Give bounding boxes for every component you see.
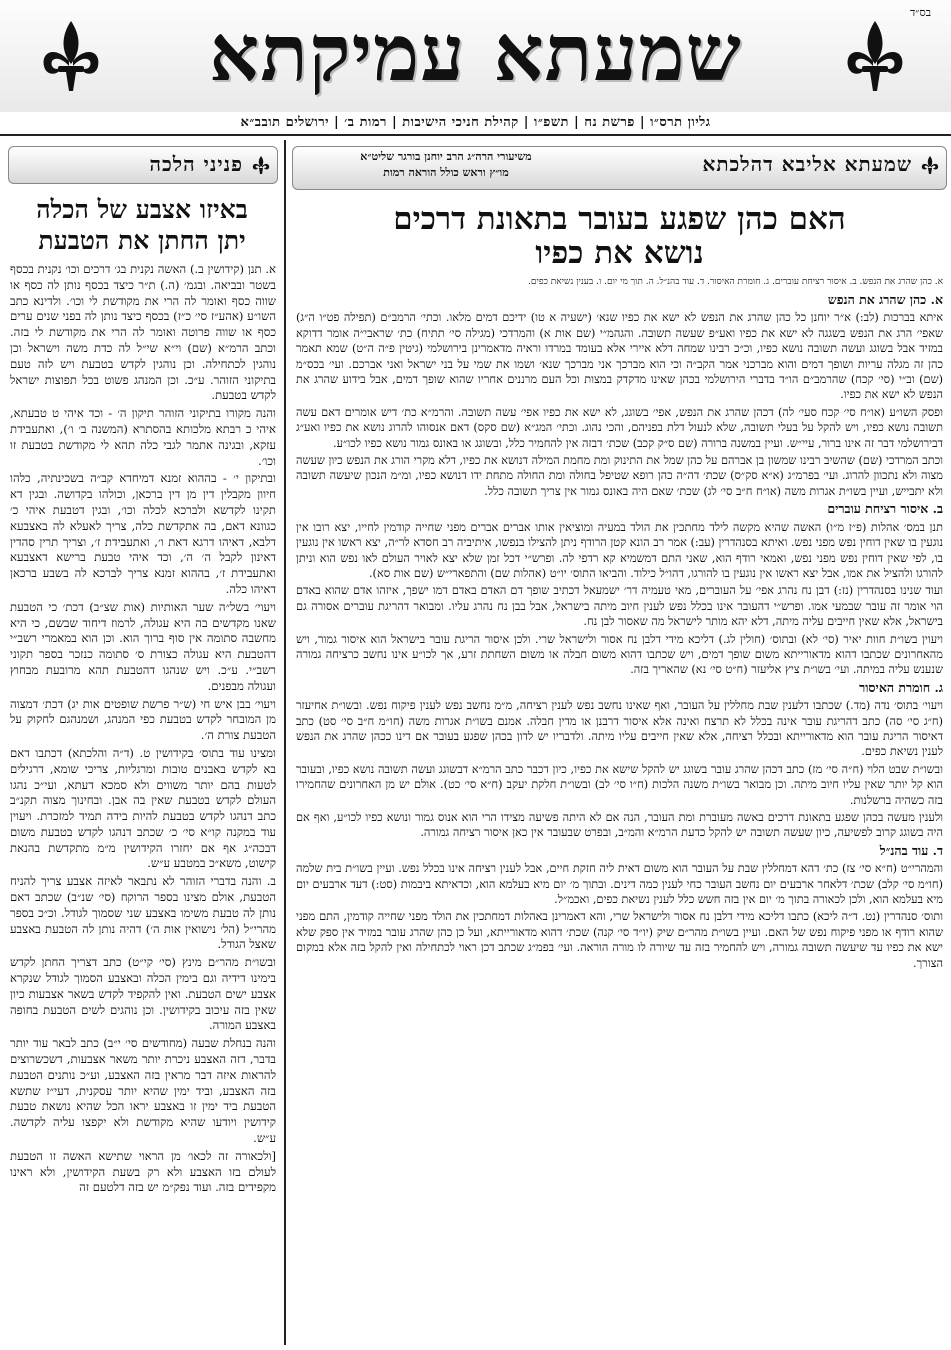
paragraph: ומצינו עוד בתוס׳ בקידושין ט. (ד״ה והלכתא) דכתבו דאם בא לקדש באבנים טובות ומרגליות, צריכי שומא, דרגילים לטעות בהם יותר משווים ולא סמכא דעתא, ועי״כ נהגו העולם לקדש בטבעת שאין בה אבן. ובחינוך מצוה תקנ״ב כתב דנהגו לקדש בטבעת להיות בידה תמיד למזכרת. ויעוין עוד במקנה קו״א סי׳ כ׳ שכתב דנהגו לקדש בטבעת משום דבכה״ג אף אם יחזרו הקידושין מ״מ מתקדשת בהנאת קישוט, משא״כ במטבע ע״ש. xyxy=(10,745,276,871)
paragraph: והמהרי״ט (ח״א סי׳ צז) כת׳ דהא דמחללין שבת על העובר הוא משום דאית ליה חזקת חיים, אבל לענין רציחה אינו בכלל נפש. ועיין בשו״ת בית שלמה (חו״מ סי׳ קלב) שכת׳ דלאחר ארבעים יום נחשב העובר כחי לענין כמה דינים. ובתוך מ׳ יום מיא בעלמא הוא, וכדאיתא ביבמות (סט:) דעד ארבעים יום מיא בעלמא הוא, ולכן לכאורה בתוך מ׳ יום אין בזה חשש כלל לענין נשיאת כפים, ואכמ״ל. xyxy=(296,862,943,907)
paragraph: ויעוי׳ בבן איש חי (ש״ר פרשת שופטים אות יג) דכת׳ דמצוה מן המובחר לקדש בטבעת כפי המנהג, ושמנהגם לחקוק על הטבעת צורת ה׳. xyxy=(10,696,276,743)
paragraph: והנה בנחלת שבעה (מחודשים סי׳ י״ב) כתב לבאר עוד יותר בדבר, דזה האצבע ניכרת יותר משאר אצבעות, דשכשרוצים להראות איזה דבר מראין בזה האצבע, וע״כ נותנים הטבעת בזה האצבע, וביד ימין שהיא יותר עסקנית, דעי״ז שתשא הטבעת ביד ימין זו באצבע יראו הכל שהיא נושאת טבעת קידושין ויודעו שהיא מקודשת ולא יקפצו עליה לקדשה. ע״ש. xyxy=(10,1036,276,1146)
section-subtitle-line: מו״ץ וראש כולל הוראה רמות xyxy=(383,166,509,179)
article-title-line: האם כהן שפגע בעובר בתאונת דרכים xyxy=(393,201,846,237)
paragraph: [ולכאורה זה לכאו׳ מן הראוי שתישא האשה זו הטבעת לעולם בזו האצבע ולא רק בשעת הקידושין, ולא ראינו מקפידים בזה. ועוד נפק״מ יש בזה דלטעם זה xyxy=(10,1148,276,1195)
masthead xyxy=(0,0,951,113)
section-title: שמעתא אליבא דהלכתא xyxy=(702,152,912,176)
section-heading: ד. עוד בהנ״ל xyxy=(879,842,943,858)
paragraph: איתא בברכות (לב:) א״ר יוחנן כל כהן שהרג את הנפש לא ישא את כפיו שנא׳ (ישעיה א טו) ידיכם דמים מלאו. וכתי׳ הרמב״ם (תפילה פט״ו ה״ג) שאפי׳ הרג את הנפש בשגגה לא ישא את כפיו ואע״פ שעשה תשובה. והגהמ״י (שם אות א) והמרדכי (מגילה סי׳ תתיח) כת׳ שראבי״ה אומר דדוקא במזיד אבל בשוגג ועשה תשובה נושא כפיו, וכ״כ רבינו שמחה דלא איירי אלא בעומד במרדו וראיה מדאמרינן בירושלמי (גיטין פ״ה ה״ט) שמא תאמר כהן זה מגלה עריות ושופך דמים והוא מברכני אמר הקב״ה וכי הוא מברכך אני מברכך שנא׳ ושמו את שמי על בני ישראל ואני אברכם. ועי׳ בכס״מ (שם) וב״י (סי׳ קכח) שהרמב״ם הו״ד בדברי הירושלמי בכהן שאינו מדקדק במצות וכל העם מרננים אחריו שהוא שופך דמים, אבל בידוע שהרג את הנפש לא ישא את כפיו. xyxy=(296,311,943,402)
article-title-line: באיזו אצבע של הכלה xyxy=(36,195,248,224)
fleur-de-lis-icon xyxy=(251,155,271,175)
paragraph: ויעוין בשו״ת חוות יאיר (סי׳ לא) ובתוס׳ (חולין לג.) דליכא מידי דלבן נח אסור ולישראל שרי. ולכן איסור הריגת עובר בישראל הוא איסור גמור, ויש מהאחרונים שכתבו דהוא מדאורייתא משום שופך דמים, ויש שכתבו דהוא משום חבלה או משום השחתת זרע, אך לכו״ע אינו נחשב כרציחה גמורה שנענש עליה במיתה. ועי׳ בשו״ת ציץ אליעזר (ח״ט סי׳ נא) שהאריך בזה. xyxy=(296,632,943,677)
paragraph: ותוס׳ סנהדרין (נט. ד״ה ליכא) כתבו דליכא מידי דלבן נח אסור ולישראל שרי, והא דאמרינן באהלות דמחתכין את הולד מפני שחייה קודמין, התם מפני שהוא רודף או מפני פיקוח נפש של האם. ועיין בשו״ת מהר״ם שיק (יו״ד סי׳ קנה) שכת׳ דהוא מדאורייתא, ועל כן כהן שהרג עובר במזיד אין ספק שלא ישא את כפיו עד שיעשה תשובה גמורה, ויש להחמיר בזה עד שיורה לו מורה הוראה. ועי׳ בפמ״ג שכתב דכן ראוי לכתחילה ואין להקל בזה אלא במקום הצורך. xyxy=(296,910,943,970)
article-title xyxy=(6,194,278,256)
main-section-header xyxy=(292,146,947,190)
paragraph: תנן במס׳ אהלות (פ״ז מ״ו) האשה שהיא מקשה לילד מחתכין את הולד במעיה ומוציאין אותו אברים אברים מפני שחייה קודמין לחייו, יצא רובו אין נוגעין בו שאין דוחין נפש מפני נפש. ואיתא בסנהדרין (עב:) אמר רב הונא קטן הרודף ניתן להצילו בנפשו, איתיביה רב חסדא לר״ה, יצא ראשו אין נוגעין בו, לפי שאין דוחין נפש מפני נפש, ואמאי רודף הוא, שאני התם דמשמיא קא רדפי לה. ופרש״י דכל זמן שלא יצא לאויר העולם לאו נפש הוא וניתן להורגו ולהציל את אמו, אבל יצא ראשו אין נוגעין בו להורגו, דהו״ל כילוד. והביאו התוס׳ יו״ט (אהלות שם) והתפארי״ש (שם אות סא). xyxy=(296,520,943,580)
paragraph: ובשו״ת מהר״ם מינץ (סי׳ קי״ט) כתב דצריך החתן לקדש בימינו דידיה וגם בימין הכלה ובאצבע הסמוך לגודל שנקרא אצבע ישים הטבעת. ואין להקפיד לקדש בשאר אצבעות כיון שאין בזה עיכוב בקידושין. וכן נוהגים לשים הטבעת בחופה באצבע המורה. xyxy=(10,955,276,1033)
paragraph: והנה מקורו בתיקוני הזוהר תיקון ה׳ - וכד איהי ט טבעתא, איהי כ רבתא מלכותא בהסתרא (המשנה ב׳ ו׳), ואתעבידת עזקא, ובגינה אתמר לגבי כלה תהא לי מקודשת בטבעת זו וכו׳. xyxy=(10,406,276,468)
section-heading: א. כהן שהרג את הנפש xyxy=(827,292,943,307)
article-body xyxy=(10,262,276,1196)
paragraph: ויעוי׳ בתוס׳ נדה (מד.) שכתבו דלענין שבת מחללין על העובר, ואף שאינו נחשב נפש לענין רציחה, מ״מ נחשב נפש לענין פיקוח נפש. ובשו״ת אחיעזר (ח״ג סי׳ סה) כתב דהריגת עובר אינה בכלל לא תרצח ואינה אלא איסור דרבנן או מדין חבלה. אמנם בשו״ת אגרות משה (חו״מ ח״ב סי׳ סט) כתב דאיסור הריגת עובר הוא מדאורייתא ובכלל רציחה, אלא שאין חייבים עליו מיתה. ולדבריו יש לדון בכהן שפגע בעובר אם דינו ככהן שהרג את הנפש לענין נשיאת כפים. xyxy=(296,699,943,759)
fleur-de-lis-icon xyxy=(36,16,106,96)
paragraph: וכתב המרדכי (שם) שהשיב רבינו שמשון בן אברהם על כהן שמל את התינוק ומת מחמת המילה דנושא את כפיו, דלא מקרי הורג את הנפש כיון שעשה מצוה ולא נתכוון להרוג. ועי׳ בפרמ״ג (א״א סק״ס) שכת׳ דה״ה כהן רופא שטיפל בחולה ומת החולה מתחת ידו דנושא כפיו, ומ״מ הנכון שיעשה תשובה ולא יתבייש, ועיין בשו״ת אגרות משה (או״ח ח״ב סי׳ לג) שכת׳ שאם היה באונס גמור אין צריך תשובה כלל. xyxy=(296,454,943,498)
paragraph: ובשו״ת שבט הלוי (ח״ה סי׳ מז) כתב דכהן שהרג עובר בשוגג יש להקל שישא את כפיו, כיון דכבר כתב הרמ״א דבשוגג ועשה תשובה נושא כפיו, ובעובר הוא קל יותר שאין עליו חיוב מיתה. וכן מבואר בשו״ת משנה הלכות (ח״ו סי׳ לב) ובשו״ת חלקת יעקב (ח״א סי׳ כט). אולם יש מן האחרונים שהחמירו בזה כשהיה ברשלנות. xyxy=(296,762,943,807)
fleur-de-lis-icon xyxy=(920,155,940,175)
section-title: פניני הלכה xyxy=(149,152,243,176)
paragraph: ולענין מעשה בכהן שפגע בתאונת דרכים באשה מעוברת ומת העובר, הנה אם לא היתה פשיעה מצידו הרי הוא אנוס גמור ונושא כפיו לכו״ע, ואף אם היה בשוגג קרוב לפשיעה, כיון שעשה תשובה יש להקל כדעת הרמ״א והמ״ב, ובפרט שבעובר אין כאן איסור רציחה גמורה. xyxy=(296,811,943,840)
section-heading: ב. איסור רציחת עוברים xyxy=(827,501,943,517)
article-body xyxy=(296,292,943,971)
paragraph: ופסק השו״ע (או״ח סי׳ קכח סעי׳ לה) דכהן שהרג את הנפש, אפי׳ בשוגג, לא ישא את כפיו אפי׳ עשה תשובה. והרמ״א כת׳ דיש אומרים דאם עשה תשובה נושא כפיו, ויש להקל על בעלי תשובה, שלא לנעול דלת בפניהם, והכי נהוג. וכתי׳ המג״א (שם סקס) דאם אנסוהו להרוג נושא את כפיו ואע״ג דבירושלמי דבר זה אינו ברור, עיי״ש. ועיין במשנה ברורה (שם ס״ק קכב) שכת׳ דבזה אין להחמיר כלל, ובשוגג או באונס גמור נושא כפיו לכו״ע. xyxy=(296,405,943,450)
section-subtitle-line: משיעורי הרה״ג הרב יוחנן בורגר שליט״א xyxy=(360,150,532,163)
paragraph: ובתיקון י׳ - בההוא זמנא דמיחדא קב״ה בשכינתיה, כלהו חיוון מקבלין דין מן דין ברכאן, וכולהו בקדושה. ובגין דא תקינו לקדשא ולברכא לכלה וכו׳, ובגין דטבעת איהי כ׳ כגוונא דאם, בה אתקדשת כלה, צריך לאעלא לה באצבעא דלבא, דאיהו דרגא דאת ו׳, ואתעבידת ז׳, וצריך תרין סהדין דאינון לקבל ה׳ ה׳, וכד איהי טבעת ברישא דאצבעא ואתעבידת ז׳, בההוא זמנא צריך לברכא לה בשבע ברכאן דאיהו כלה. xyxy=(10,471,276,596)
article-title xyxy=(292,202,947,270)
paragraph: ועוד שנינו בסנהדרין (נז:) דבן נח נהרג אפי׳ על העוברים, מאי טעמיה דר׳ ישמעאל דכתיב שופך דם האדם באדם דמו ישפך, איזהו אדם שהוא באדם הוי אומר זה עובר שבמעי אמו. ופרש״י דהעובר אינו בכלל נפש לענין חיוב מיתה בישראל, אבל בבן נח נהרג עליו. ומבואר דהריגת עוברים אסורה גם בישראל, אלא שאין חייבים עליה מיתה, דלא יהא מותר לישראל מה שאסור לבן נח. xyxy=(296,584,943,629)
main-column xyxy=(292,140,947,1345)
paragraph: א. תנן (קידושין ב.) האשה נקנית בג׳ דרכים וכו׳ נקנית בכסף בשטר ובביאה. ובגמ׳ (ה.) ת״ר כיצד בכסף נותן לה כסף או שווה כסף ואומר לה הרי את מקודשת לי וכו׳. ולדינא כתב השו״ע (אהע״ז סי׳ כ״ז) בכסף כיצד נותן לה בפני שנים ערים כסף או שווה פרוטה ואומר לה הרי את מקודשת לי בזה. וכתב הרמ״א (שם) וי״א שי״ל לה כדת משה וישראל וכן נוהגין לכתחילה. וכן נוהגין לקדש בטבעת ויש לזה טעם בתיקוני הזוהר. ע״כ. וכן המנהג פשוט בכל תפוצות ישראל לקדש בטבעת. xyxy=(10,262,276,403)
section-heading: ג. חומרת האיסור xyxy=(859,679,943,695)
paragraph: ב. והנה בדברי הזוהר לא נתבאר לאיזה אצבע צריך להניח הטבעת, אולם מצינו בספר הרוקח (סי׳ שנ״ב) שכתב דאם נותן לה טבעת משימו באצבע שני שסמוך לגודל. וכ״כ בספר מהרי״ל (הל׳ נישואין אות ה׳) דהיה נותן לה הטבעת באצבע שאצל הגודל. xyxy=(10,874,276,952)
left-section-header xyxy=(8,146,278,184)
paragraph: ויעוי׳ בשל״ה שער האותיות (אות שצ״ב) דכת׳ כי הטבעת שאנו מקדשים בה היא עגולה, לרמוז דיחוד שבשם, כי היא מחשבה סתומה אין סוף ברוך הוא. וכן הוא במאמרי רשב״י דהטבעת היא עגולה כצורת ס׳ סתומה כנזכר בספר תקוני רשב״י. ע״כ. ויש שנהגו דהטבעת תהא מרובעת מבחוץ ועגולה מבפנים. xyxy=(10,599,276,693)
left-column xyxy=(0,140,286,1345)
newsletter-title: שמעתא עמיקתא xyxy=(209,8,742,99)
corner-mark: בס״ד xyxy=(910,6,932,19)
article-title-line: נושא את כפיו xyxy=(535,235,704,271)
fleur-de-lis-icon xyxy=(840,16,910,96)
issue-info-line: גליון תרס״ו | פרשת נח | תשפ״ו | קהילת חניכי הישיבות | רמות ב׳ | ירושלים תובב״א xyxy=(0,112,951,136)
section-subtitle xyxy=(301,149,591,181)
article-title-line: יתן החתן את הטבעת xyxy=(38,226,246,255)
article-summary: א. כהן שהרג את הנפש. ב. איסור רציחת עוברים. ג. חומרת האיסור. ד. עוד בהנ״ל. ה. תוך מי יום. ו. בענין נשיאת כפים. xyxy=(527,277,943,287)
